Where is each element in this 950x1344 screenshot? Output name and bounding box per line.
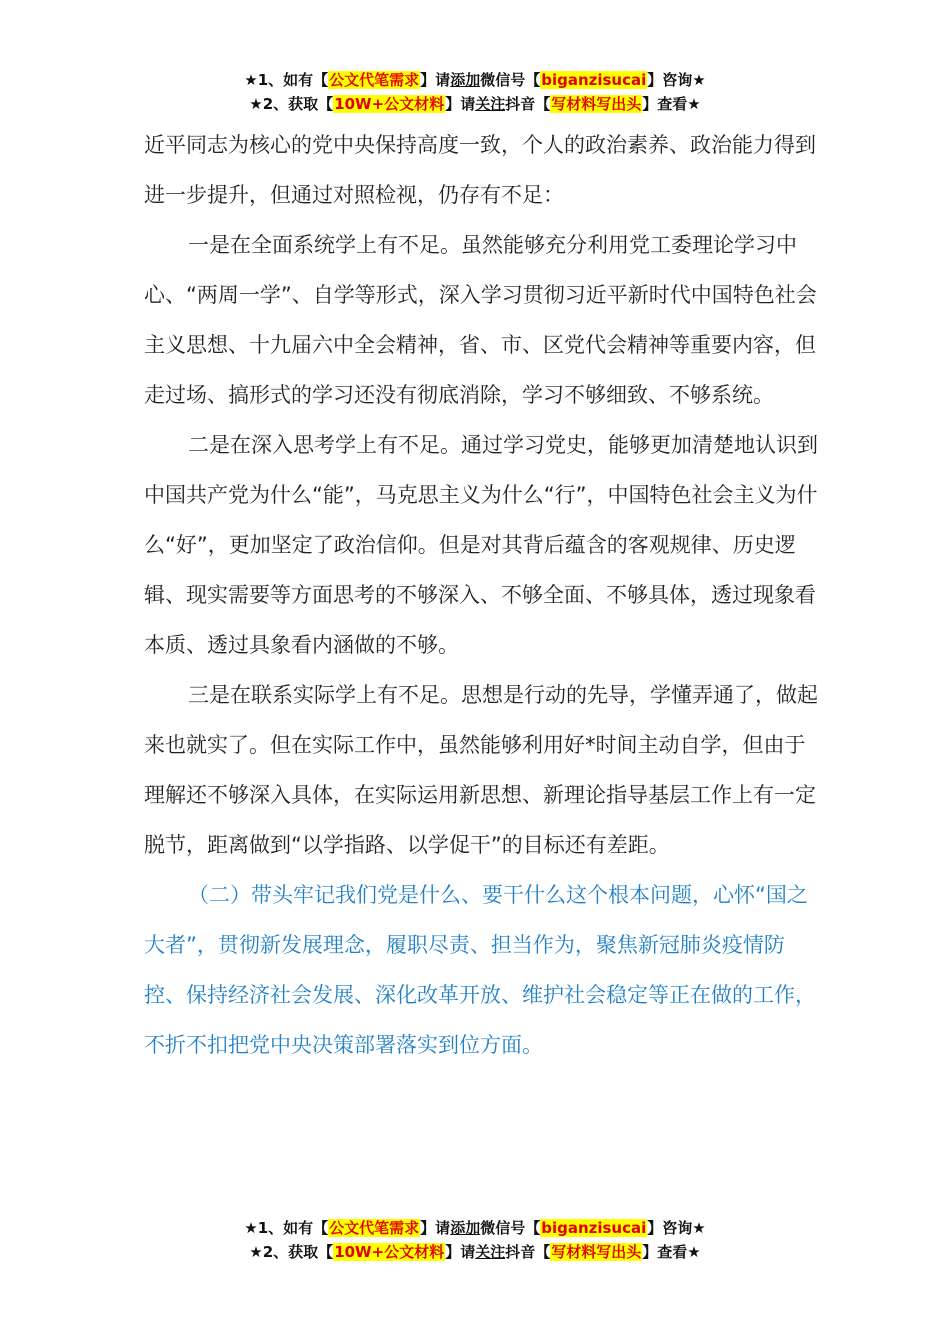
banner-text: 】请 bbox=[445, 95, 476, 113]
banner-underline: 添加 bbox=[450, 71, 481, 89]
banner-text: 】查看★ bbox=[642, 1243, 701, 1261]
banner-underline: 关注 bbox=[475, 1243, 506, 1261]
banner-highlight: 写材料写出头 bbox=[551, 95, 642, 113]
section-heading-2: （二）带头牢记我们党是什么、要干什么这个根本问题，心怀“国之大者”，贯彻新发展理念，履职尽责、担当作为，聚焦新冠肺炎疫情防控、保持经济社会发展、深化改革开放、维护社会稳定等正在做的工作，不折不扣把党中央决策部署落实到位方面。 bbox=[144, 883, 816, 1057]
banner-highlight: 10W+公文材料 bbox=[334, 95, 445, 113]
paragraph-point-2: 二是在深入思考学上有不足。通过学习党史，能够更加清楚地认识到中国共产党为什么“能”，马克思主义为什么“行”，中国特色社会主义为什么“好”，更加坚定了政治信仰。但是对其背后蕴含的客观规律、历史逻辑、现实需要等方面思考的不够深入、不够全面、不够具体，透过现象看本质、透过具象看内涵做的不够。 bbox=[144, 433, 818, 657]
banner-line-2 bbox=[0, 1240, 950, 1264]
banner-highlight: biganzisucai bbox=[541, 1219, 647, 1237]
banner-text: 抖音【 bbox=[505, 1243, 551, 1261]
banner-highlight: 写材料写出头 bbox=[551, 1243, 642, 1261]
document-body bbox=[144, 120, 826, 1070]
banner-text: ★2、获取【 bbox=[249, 95, 334, 113]
paragraph-point-3: 三是在联系实际学上有不足。思想是行动的先导，学懂弄通了，做起来也就实了。但在实际工作中，虽然能够利用好*时间主动自学，但由于理解还不够深入具体，在实际运用新思想、新理论指导基层工作上有一定脱节，距离做到“以学指路、以学促干”的目标还有差距。 bbox=[144, 683, 818, 857]
banner-text: 微信号【 bbox=[480, 1219, 541, 1237]
banner-text: 微信号【 bbox=[480, 71, 541, 89]
banner-text: 】咨询★ bbox=[647, 71, 706, 89]
footer-banner bbox=[0, 1216, 950, 1264]
banner-highlight: 公文代笔需求 bbox=[329, 1219, 420, 1237]
banner-text: ★1、如有【 bbox=[244, 71, 329, 89]
banner-line-1 bbox=[0, 68, 950, 92]
banner-underline: 关注 bbox=[475, 95, 506, 113]
banner-text: 】咨询★ bbox=[647, 1219, 706, 1237]
banner-text: 抖音【 bbox=[505, 95, 551, 113]
banner-text: ★2、获取【 bbox=[249, 1243, 334, 1261]
banner-underline: 添加 bbox=[450, 1219, 481, 1237]
banner-highlight: 公文代笔需求 bbox=[329, 71, 420, 89]
header-banner bbox=[0, 68, 950, 116]
banner-line-1 bbox=[0, 1216, 950, 1240]
banner-text: 】查看★ bbox=[642, 95, 701, 113]
paragraph-continuation: 近平同志为核心的党中央保持高度一致，个人的政治素养、政治能力得到进一步提升，但通过对照检视，仍存有不足： bbox=[144, 133, 816, 207]
banner-text: 】请 bbox=[445, 1243, 476, 1261]
banner-text: ★1、如有【 bbox=[244, 1219, 329, 1237]
banner-text: 】请 bbox=[420, 1219, 451, 1237]
paragraph-point-1: 一是在全面系统学上有不足。虽然能够充分利用党工委理论学习中心、“两周一学”、自学等形式，深入学习贯彻习近平新时代中国特色社会主义思想、十九届六中全会精神，省、市、区党代会精神等重要内容，但走过场、搞形式的学习还没有彻底消除，学习不够细致、不够系统。 bbox=[144, 233, 817, 407]
banner-highlight: biganzisucai bbox=[541, 71, 647, 89]
banner-line-2 bbox=[0, 92, 950, 116]
banner-text: 】请 bbox=[420, 71, 451, 89]
banner-highlight: 10W+公文材料 bbox=[334, 1243, 445, 1261]
